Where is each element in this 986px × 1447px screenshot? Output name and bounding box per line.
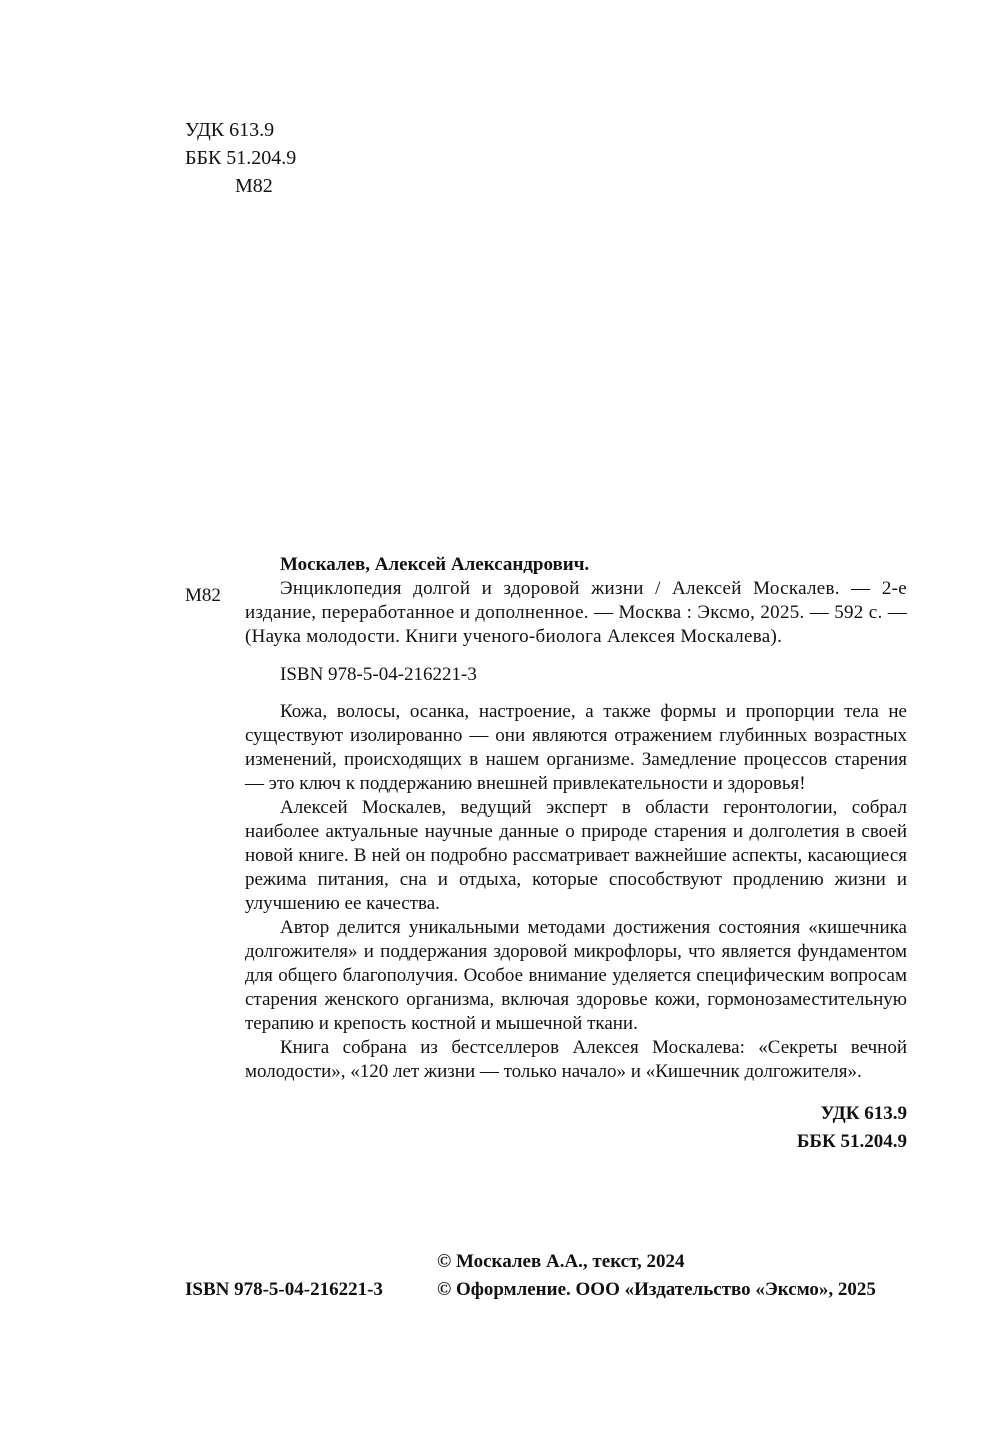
copyright-footer	[185, 1248, 907, 1304]
annotation-block	[245, 700, 907, 1084]
copyright-line-design: © Оформление. ООО «Издательство «Эксмо», 2025	[437, 1279, 876, 1300]
annotation-paragraph: Книга собрана из бестселлеров Алексея Москалева: «Секреты вечной молодости», «120 лет жизни — только начало» и «Кишечник долгожителя».	[245, 1037, 907, 1082]
catalogue-card-block	[245, 553, 907, 1156]
annotation-paragraph: Автор делится уникальными методами достижения состояния «кишечника долгожителя» и поддержания здоровой микрофлоры, что является фундаментом для общего благополучия. Особое внимание уделяется специфическим вопросам старения женского организма, включая здоровье кожи, гормонозаместительную терапию и крепость костной и мышечной ткани.	[245, 917, 907, 1034]
margin-author-sign-code: М82	[185, 585, 221, 606]
isbn-line: ISBN 978-5-04-216221-3	[280, 664, 477, 685]
copyright-lines	[437, 1248, 907, 1304]
author-heading: Москалев, Алексей Александрович.	[280, 554, 590, 575]
top-author-sign-code: М82	[235, 175, 273, 197]
annotation-paragraph: Кожа, волосы, осанка, настроение, а также формы и пропорции тела не существуют изолированно — они являются отражением глубинных возрастных изменений, происходящих в нашем организме. Замедление процессов старения — это ключ к поддержанию внешней привлекательности и здоровья!	[245, 701, 907, 794]
right-cataloguing-codes	[245, 1100, 907, 1156]
footer-isbn: ISBN 978-5-04-216221-3	[185, 1279, 383, 1300]
top-bbk-code: ББК 51.204.9	[185, 147, 297, 169]
right-udk-code: УДК 613.9	[820, 1103, 907, 1124]
top-udk-code: УДК 613.9	[185, 119, 275, 141]
annotation-paragraph: Алексей Москалев, ведущий эксперт в области геронтологии, собрал наиболее актуальные научные данные о природе старения и долголетия в своей новой книге. В ней он подробно рассматривает важнейшие аспекты, касающиеся режима питания, сна и отдыха, которые способствуют продлению жизни и улучшению ее качества.	[245, 797, 907, 914]
copyright-line-text: © Москалев А.А., текст, 2024	[437, 1251, 685, 1272]
right-bbk-code: ББК 51.204.9	[796, 1131, 907, 1152]
top-cataloguing-codes	[185, 116, 296, 200]
bibliographic-description: Энциклопедия долгой и здоровой жизни / Алексей Москалев. — 2-е издание, переработанное и дополненное. — Москва : Эксмо, 2025. — 592 с. — (Наука молодости. Книги ученого-биолога Алексея Москалева).	[245, 578, 907, 647]
